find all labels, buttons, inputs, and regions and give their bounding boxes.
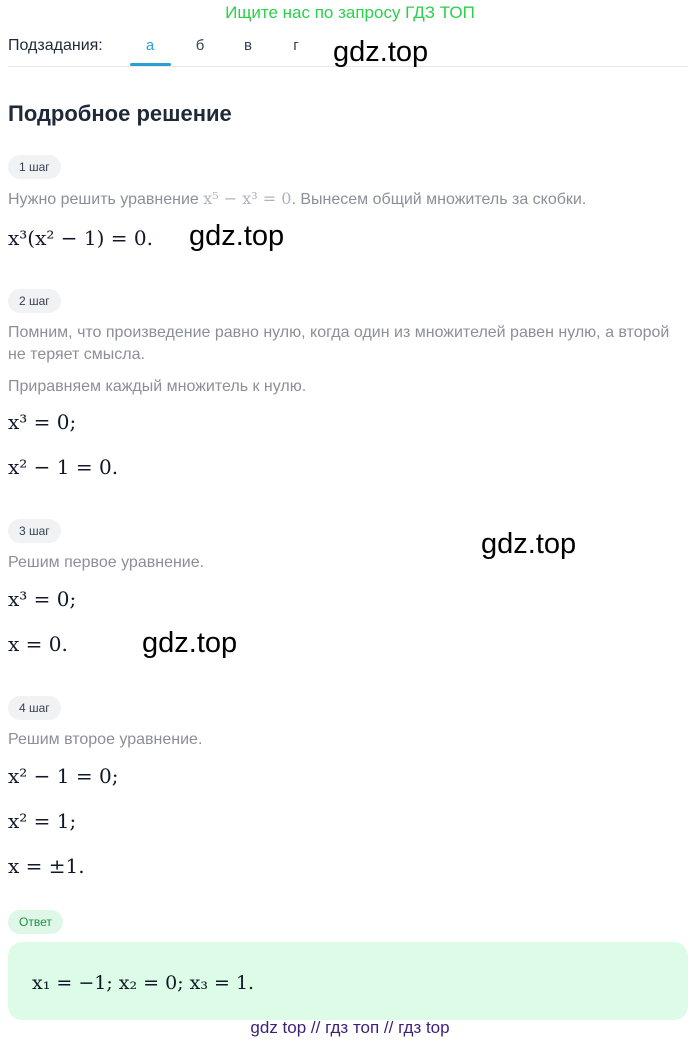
step-4-equation-1: x² − 1 = 0;	[8, 764, 119, 788]
step-2-equation-2: x² − 1 = 0.	[8, 455, 119, 479]
active-tab-indicator	[130, 63, 171, 66]
step-badge-4: 4 шаг	[8, 696, 61, 720]
subtask-tab-b[interactable]: б	[195, 37, 205, 54]
step-badge-1: 1 шаг	[8, 155, 61, 179]
watermark: gdz.top	[333, 36, 429, 68]
answer-badge: Ответ	[8, 910, 63, 934]
subtask-tab-g[interactable]: г	[293, 37, 299, 54]
step-badge-2: 2 шаг	[8, 289, 61, 313]
step-2-text-2: Приравняем каждый множитель к нулю.	[8, 378, 307, 395]
subtask-tab-a[interactable]: а	[145, 37, 155, 54]
step-1-inline-math: x⁵ − x³ = 0	[203, 189, 292, 208]
answer-box	[8, 942, 688, 1020]
page-title: Подробное решение	[8, 101, 232, 126]
step-4-equation-3: x = ±1.	[8, 854, 85, 878]
step-2-equation-1: x³ = 0;	[8, 410, 77, 434]
watermark: gdz.top	[481, 528, 577, 560]
watermark: gdz.top	[189, 220, 285, 252]
step-3-equation-1: x³ = 0;	[8, 587, 77, 611]
step-4-equation-2: x² = 1;	[8, 809, 77, 833]
subtask-tab-v[interactable]: в	[244, 37, 252, 54]
step-badge-3: 3 шаг	[8, 519, 61, 543]
footer-links: gdz top // гдз топ // гдз top	[250, 1018, 450, 1037]
step-3-equation-2: x = 0.	[8, 632, 68, 656]
step-1-equation: x³(x² − 1) = 0.	[8, 226, 153, 250]
step-1-text: Нужно решить уравнение x⁵ − x³ = 0. Вынесем общий множитель за скобки.	[8, 189, 587, 208]
step-4-text: Решим второе уравнение.	[8, 731, 203, 748]
step-3-text: Решим первое уравнение.	[8, 554, 205, 571]
step-2-text: Помним, что произведение равно нулю, когда один из множителей равен нулю, а второй не теряет смысла.	[8, 324, 670, 363]
answer-value: x₁ = −1; x₂ = 0; x₃ = 1.	[32, 972, 255, 994]
search-banner: Ищите нас по запросу ГДЗ ТОП	[225, 3, 475, 22]
watermark: gdz.top	[142, 627, 238, 659]
subtasks-label: Подзадания:	[8, 37, 103, 54]
